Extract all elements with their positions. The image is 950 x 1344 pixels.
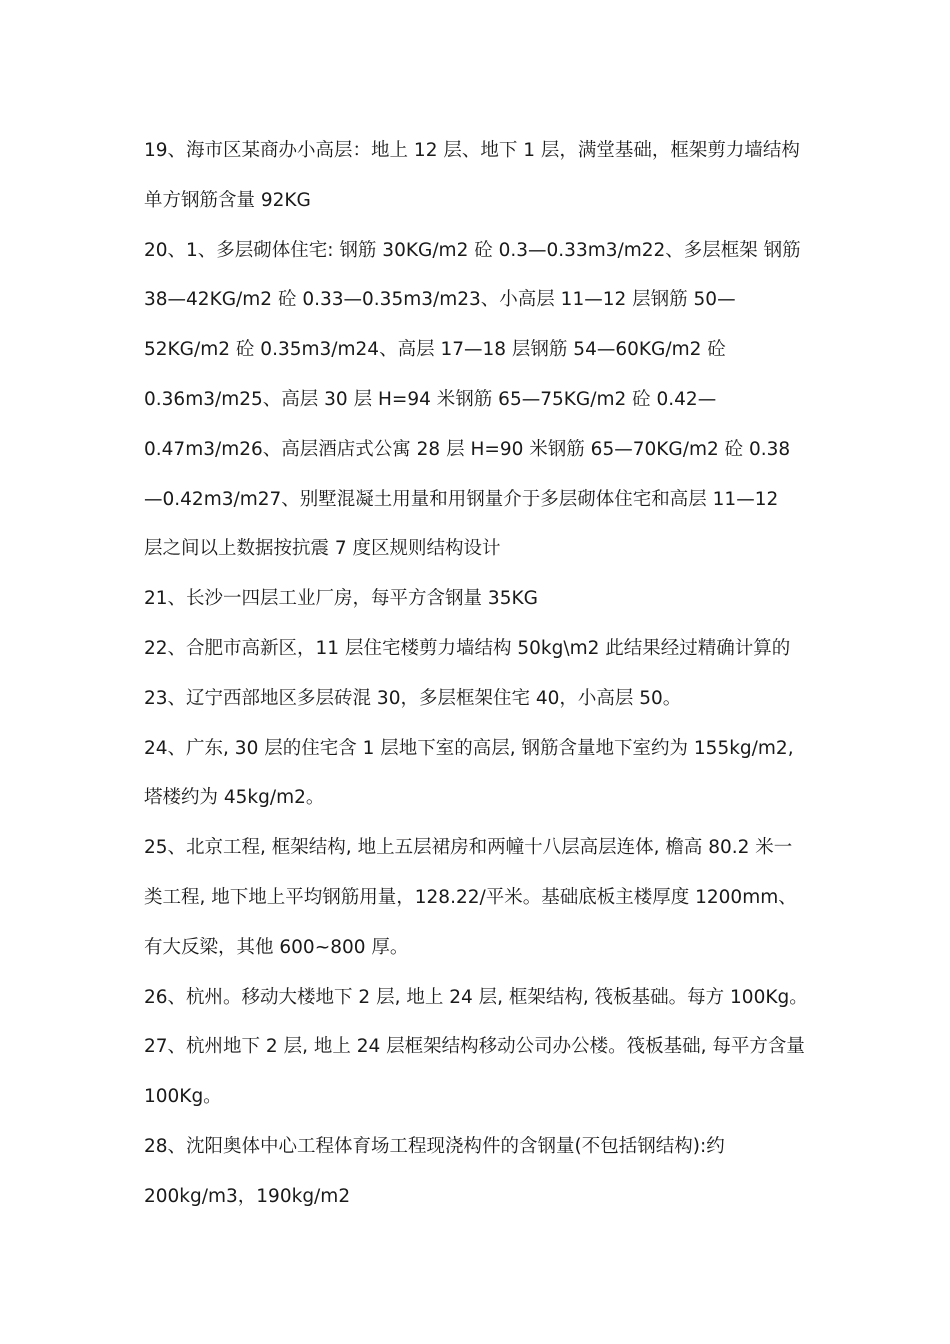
text-line: 25、北京工程, 框架结构, 地上五层裙房和两幢十八层高层连体, 檐高 80.2 米一 <box>144 837 793 859</box>
text-line: 0.36m3/m25、高层 30 层 H=94 米钢筋 65—75KG/m2 砼 0.42— <box>144 388 717 410</box>
text-line: 52KG/m2 砼 0.35m3/m24、高层 17—18 层钢筋 54—60KG/m2 砼 <box>144 339 726 361</box>
text-line: 38—42KG/m2 砼 0.33—0.35m3/m23、小高层 11—12 层钢筋 50— <box>144 289 736 311</box>
text-line: 21、长沙一四层工业厂房，每平方含钢量 35KG <box>144 588 538 610</box>
text-line: 19、海市区某商办小高层：地上 12 层、地下 1 层，满堂基础，框架剪力墙结构 <box>144 140 800 161</box>
text-line: 23、辽宁西部地区多层砖混 30，多层框架住宅 40，小高层 50。 <box>144 687 682 709</box>
text-line: 单方钢筋含量 92KG <box>144 189 311 211</box>
text-line: 20、1、多层砌体住宅: 钢筋 30KG/m2 砼 0.3—0.33m3/m22、多层框架 钢筋 <box>144 239 801 261</box>
text-line: 22、合肥市高新区，11 层住宅楼剪力墙结构 50kg\m2 此结果经过精确计算的 <box>144 637 791 659</box>
text-line: 层之间以上数据按抗震 7 度区规则结构设计 <box>144 538 501 560</box>
text-line: 0.47m3/m26、高层酒店式公寓 28 层 H=90 米钢筋 65—70KG/m2 砼 0.38 <box>144 438 791 460</box>
text-line: 有大反梁，其他 600~800 厚。 <box>144 936 409 958</box>
text-line: 27、杭州地下 2 层, 地上 24 层框架结构移动公司办公楼。筏板基础, 每平方含量 <box>144 1036 805 1058</box>
text-line: 100Kg。 <box>144 1086 222 1108</box>
text-line: 200kg/m3，190kg/m2 <box>144 1185 351 1207</box>
text-line: 28、沈阳奥体中心工程体育场工程现浇构件的含钢量(不包括钢结构):约 <box>144 1135 725 1157</box>
text-line: 24、广东, 30 层的住宅含 1 层地下室的高层, 钢筋含量地下室约为 155kg/m2, <box>144 737 794 759</box>
text-line: 类工程, 地下地上平均钢筋用量，128.22/平米。基础底板主楼厚度 1200mm、 <box>144 886 797 908</box>
text-line: 26、杭州。移动大楼地下 2 层, 地上 24 层, 框架结构, 筏板基础。每方 100Kg。 <box>144 986 808 1008</box>
text-line: —0.42m3/m27、别墅混凝土用量和用钢量介于多层砌体住宅和高层 11—12 <box>144 488 779 510</box>
text-line: 塔楼约为 45kg/m2。 <box>144 787 325 809</box>
document-body <box>144 126 814 1222</box>
